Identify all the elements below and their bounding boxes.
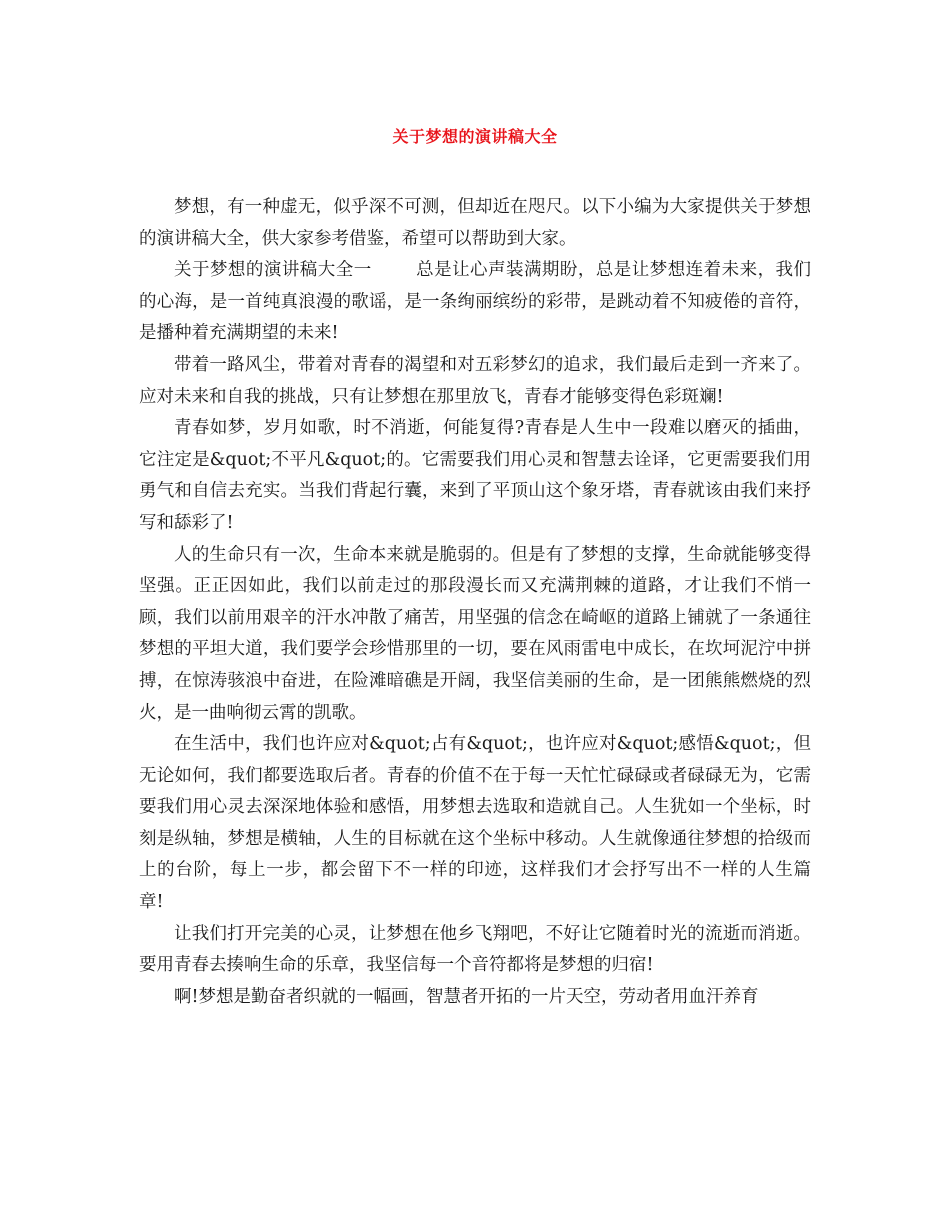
paragraph: 青春如梦，岁月如歌，时不消逝，何能复得?青春是人生中一段难以磨灭的插曲，它注定是&quot;不平凡&quot;的。它需要我们用心灵和智慧去诠译，它更需要我们用勇气和自信去充实。当我们背起行囊，来到了平顶山这个象牙塔，青春就该由我们来抒写和舔彩了! bbox=[139, 418, 811, 533]
section-heading: 关于梦想的演讲稿大全一 bbox=[174, 260, 372, 281]
paragraph-intro: 梦想，有一种虚无，似乎深不可测，但却近在咫尺。以下小编为大家提供关于梦想的演讲稿大全，供大家参考借鉴，希望可以帮助到大家。 bbox=[139, 197, 811, 249]
paragraph: 让我们打开完美的心灵，让梦想在他乡飞翔吧，不好让它随着时光的流逝而消逝。要用青春去揍响生命的乐章，我坚信每一个音符都将是梦想的归宿! bbox=[139, 923, 811, 976]
paragraph: 在生活中，我们也许应对&quot;占有&quot;，也许应对&quot;感悟&quot;，但无论如何，我们都要选取后者。青春的价值不在于每一天忙忙碌碌或者碌碌无为，它需要我们用心灵去深深地体验和感悟，用梦想去选取和造就自己。人生犹如一个坐标，时刻是纵轴，梦想是横轴，人生的目标就在这个坐标中移动。人生就像通往梦想的拾级而上的台阶，每上一步，都会留下不一样的印迹，这样我们才会抒写出不一样的人生篇章! bbox=[139, 734, 811, 913]
paragraph: 人的生命只有一次，生命本来就是脆弱的。但是有了梦想的支撑，生命就能够变得坚强。正正因如此，我们以前走过的那段漫长而又充满荆棘的道路，才让我们不悄一顾，我们以前用艰辛的汗水冲散了痛苦，用坚强的信念在崎岖的道路上铺就了一条通往梦想的平坦大道，我们要学会珍惜那里的一切，要在风雨雷电中成长，在坎坷泥泞中拼搏，在惊涛骇浪中奋进，在险滩暗礁是开阔，我坚信美丽的生命，是一团熊熊燃烧的烈火，是一曲响彻云霄的凯歌。 bbox=[139, 544, 811, 723]
document-body bbox=[139, 192, 811, 1013]
paragraph: 啊!梦想是勤奋者织就的一幅画，智慧者开拓的一片天空，劳动者用血汗养育 bbox=[174, 986, 759, 1007]
paragraph: 带着一路风尘，带着对青春的渴望和对五彩梦幻的追求，我们最后走到一齐来了。应对未来和自我的挑战，只有让梦想在那里放飞，青春才能够变得色彩斑斓! bbox=[139, 354, 811, 407]
paragraph-text: 总是让心声装满期盼，总是让梦想连着未来，我们的心海，是一首纯真浪漫的歌谣，是一条绚丽缤纷的彩带，是跳动着不知疲倦的音符，是播种着充满期望的未来! bbox=[139, 260, 812, 344]
document-title: 关于梦想的演讲稿大全 bbox=[392, 127, 558, 146]
paragraph-speech-one bbox=[139, 255, 811, 350]
